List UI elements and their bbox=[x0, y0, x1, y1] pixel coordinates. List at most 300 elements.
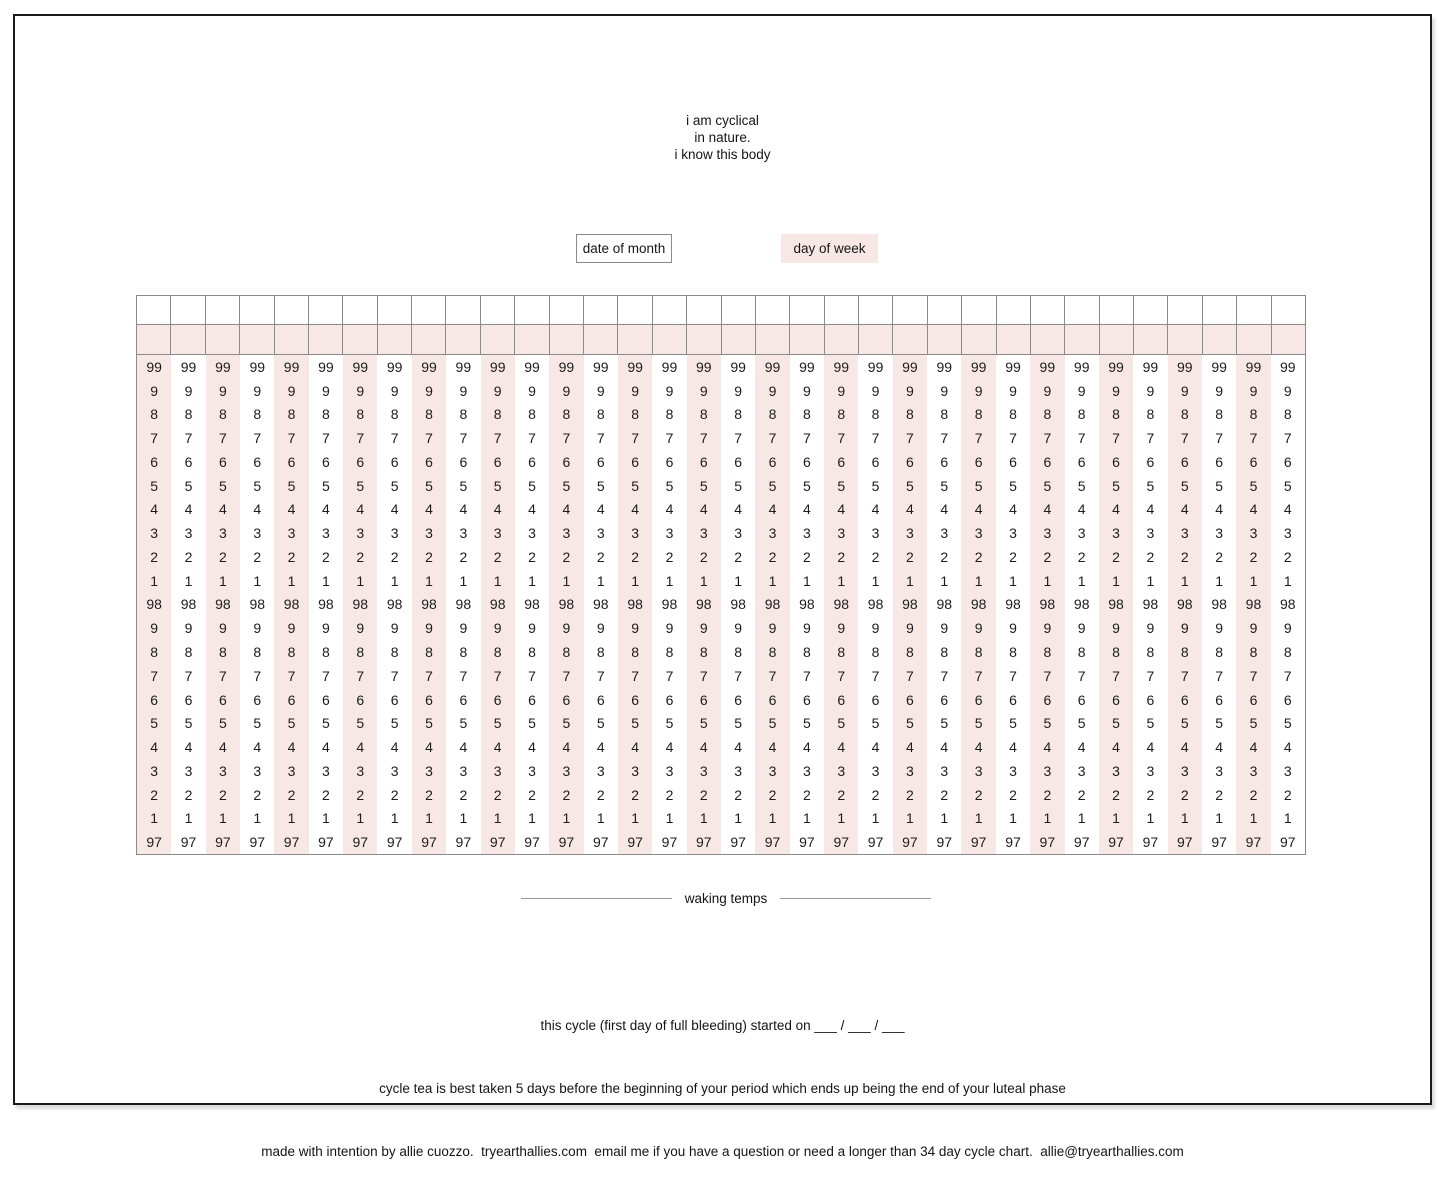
temp-scale-value: 98 bbox=[1142, 596, 1159, 613]
temp-columns bbox=[136, 355, 1306, 855]
temp-scale-value: 3 bbox=[1077, 525, 1086, 542]
date-cell bbox=[790, 296, 824, 325]
temp-scale-value: 8 bbox=[218, 406, 227, 423]
footer bbox=[15, 973, 1430, 1204]
temp-scale-value: 6 bbox=[665, 691, 674, 708]
temp-scale-value: 99 bbox=[352, 358, 369, 375]
temp-scale-value: 6 bbox=[1146, 453, 1155, 470]
temp-scale-value: 1 bbox=[596, 810, 605, 827]
temp-scale-value: 5 bbox=[150, 477, 159, 494]
temp-scale-value: 7 bbox=[596, 667, 605, 684]
temp-scale-value: 5 bbox=[734, 477, 743, 494]
temp-scale-value: 97 bbox=[1039, 834, 1056, 851]
temp-scale-value: 9 bbox=[1249, 620, 1258, 637]
temp-scale-value: 6 bbox=[596, 691, 605, 708]
temp-scale-value: 2 bbox=[1180, 548, 1189, 565]
temp-scale-value: 99 bbox=[455, 358, 472, 375]
temp-scale-value: 8 bbox=[871, 406, 880, 423]
temp-scale-value: 4 bbox=[1043, 501, 1052, 518]
temp-scale-value: 7 bbox=[390, 430, 399, 447]
temp-scale-value: 8 bbox=[734, 644, 743, 661]
temp-scale-value: 3 bbox=[459, 762, 468, 779]
temp-column bbox=[1030, 355, 1064, 854]
temp-scale-value: 7 bbox=[1180, 667, 1189, 684]
temp-scale-value: 7 bbox=[871, 667, 880, 684]
temp-scale-value: 3 bbox=[390, 762, 399, 779]
temp-scale-value: 4 bbox=[218, 501, 227, 518]
day-cell bbox=[1134, 325, 1168, 355]
temp-scale-value: 3 bbox=[322, 525, 330, 542]
temp-scale-value: 6 bbox=[528, 453, 536, 470]
temp-scale-value: 97 bbox=[455, 834, 472, 851]
temp-scale-value: 97 bbox=[215, 834, 231, 851]
date-cell bbox=[928, 296, 962, 325]
temp-scale-value: 6 bbox=[1112, 691, 1120, 708]
temp-scale-value: 5 bbox=[390, 477, 399, 494]
temp-scale-value: 5 bbox=[493, 477, 502, 494]
temp-scale-value: 7 bbox=[184, 667, 193, 684]
temp-scale-value: 3 bbox=[699, 762, 708, 779]
temp-scale-value: 8 bbox=[356, 644, 365, 661]
temp-scale-value: 2 bbox=[287, 786, 296, 803]
temp-scale-value: 3 bbox=[528, 525, 536, 542]
temp-scale-value: 3 bbox=[425, 525, 433, 542]
temp-scale-value: 3 bbox=[1009, 762, 1017, 779]
temp-scale-value: 2 bbox=[1009, 548, 1017, 565]
temp-scale-value: 1 bbox=[1215, 810, 1223, 827]
temp-scale-value: 1 bbox=[1112, 572, 1120, 589]
temp-scale-value: 99 bbox=[764, 358, 781, 375]
temp-scale-value: 4 bbox=[1215, 501, 1223, 518]
temp-scale-value: 2 bbox=[1283, 786, 1292, 803]
temp-scale-value: 98 bbox=[1005, 596, 1021, 613]
temp-scale-value: 1 bbox=[699, 572, 708, 589]
temp-scale-value: 97 bbox=[1176, 834, 1193, 851]
temp-scale-value: 99 bbox=[1142, 358, 1159, 375]
temp-scale-value: 9 bbox=[1249, 382, 1258, 399]
temp-scale-value: 5 bbox=[1077, 477, 1086, 494]
date-cell bbox=[584, 296, 618, 325]
temp-scale-value: 4 bbox=[734, 739, 743, 756]
temp-scale-value: 97 bbox=[1005, 834, 1021, 851]
temp-scale-value: 5 bbox=[322, 477, 330, 494]
temp-scale-value: 8 bbox=[184, 644, 193, 661]
temp-scale-value: 5 bbox=[665, 715, 674, 732]
day-cell bbox=[309, 325, 343, 355]
temp-scale-value: 9 bbox=[150, 620, 159, 637]
temp-scale-value: 9 bbox=[837, 382, 846, 399]
temp-scale-value: 99 bbox=[249, 358, 266, 375]
temp-scale-value: 3 bbox=[871, 762, 880, 779]
temp-scale-value: 9 bbox=[906, 620, 914, 637]
temp-column bbox=[1271, 355, 1305, 854]
temp-scale-value: 7 bbox=[906, 430, 914, 447]
temp-scale-value: 7 bbox=[871, 430, 880, 447]
temp-scale-value: 1 bbox=[150, 810, 159, 827]
temp-scale-value: 3 bbox=[665, 762, 674, 779]
temp-scale-value: 1 bbox=[356, 572, 365, 589]
temp-column bbox=[721, 355, 755, 854]
temp-scale-value: 2 bbox=[665, 548, 674, 565]
quote-line-3: i know this body bbox=[674, 147, 771, 162]
temp-scale-value: 4 bbox=[665, 739, 674, 756]
temp-scale-value: 8 bbox=[425, 406, 433, 423]
temp-scale-value: 97 bbox=[249, 834, 266, 851]
temp-scale-value: 6 bbox=[150, 453, 159, 470]
temp-scale-value: 8 bbox=[974, 406, 983, 423]
temp-scale-value: 4 bbox=[253, 501, 262, 518]
temp-scale-value: 6 bbox=[184, 453, 193, 470]
temp-scale-value: 5 bbox=[871, 715, 880, 732]
temp-scale-value: 7 bbox=[1146, 667, 1155, 684]
temp-scale-value: 5 bbox=[802, 477, 811, 494]
temp-scale-value: 9 bbox=[1112, 620, 1120, 637]
temp-scale-value: 98 bbox=[215, 596, 231, 613]
temp-scale-value: 2 bbox=[150, 786, 159, 803]
temp-scale-value: 6 bbox=[253, 691, 262, 708]
temp-scale-value: 9 bbox=[184, 620, 193, 637]
temp-scale-value: 8 bbox=[425, 644, 433, 661]
temp-scale-value: 9 bbox=[322, 382, 330, 399]
temp-scale-value: 1 bbox=[287, 572, 296, 589]
temp-scale-value: 9 bbox=[322, 620, 330, 637]
temp-scale-value: 3 bbox=[940, 525, 949, 542]
temp-column bbox=[274, 355, 308, 854]
temp-scale-value: 8 bbox=[734, 406, 743, 423]
temp-scale-value: 2 bbox=[218, 548, 227, 565]
temp-scale-value: 99 bbox=[799, 358, 815, 375]
temp-scale-value: 6 bbox=[837, 453, 846, 470]
temp-scale-value: 9 bbox=[974, 620, 983, 637]
day-cell bbox=[859, 325, 893, 355]
temp-scale-value: 3 bbox=[974, 762, 983, 779]
temp-scale-value: 3 bbox=[1043, 525, 1052, 542]
temp-scale-value: 1 bbox=[493, 572, 502, 589]
temp-scale-value: 4 bbox=[1146, 501, 1155, 518]
temp-scale-value: 9 bbox=[1180, 620, 1189, 637]
temp-scale-value: 6 bbox=[390, 691, 399, 708]
temp-scale-value: 3 bbox=[1077, 762, 1086, 779]
legend-day-of-week bbox=[781, 234, 878, 263]
temp-scale-value: 8 bbox=[356, 406, 365, 423]
temp-scale-value: 6 bbox=[287, 691, 296, 708]
temp-scale-value: 98 bbox=[764, 596, 781, 613]
temp-scale-value: 1 bbox=[322, 572, 330, 589]
temp-scale-value: 1 bbox=[906, 572, 914, 589]
temp-scale-value: 98 bbox=[249, 596, 266, 613]
temp-scale-value: 3 bbox=[1146, 525, 1155, 542]
temp-column bbox=[343, 355, 377, 854]
temp-scale-value: 5 bbox=[631, 477, 639, 494]
temp-scale-value: 2 bbox=[596, 786, 605, 803]
day-cell bbox=[1065, 325, 1099, 355]
temp-scale-value: 1 bbox=[1077, 572, 1086, 589]
temp-scale-value: 2 bbox=[1077, 548, 1086, 565]
temp-scale-value: 8 bbox=[699, 406, 708, 423]
day-cell bbox=[1203, 325, 1237, 355]
temp-scale-value: 5 bbox=[1043, 477, 1052, 494]
temp-scale-value: 5 bbox=[287, 477, 296, 494]
temp-scale-value: 8 bbox=[940, 406, 949, 423]
temp-scale-value: 7 bbox=[390, 667, 399, 684]
temp-scale-value: 7 bbox=[322, 430, 330, 447]
temp-scale-value: 1 bbox=[768, 572, 777, 589]
temp-scale-value: 7 bbox=[596, 430, 605, 447]
legend-day-of-week-label: day of week bbox=[793, 241, 866, 256]
temp-scale-value: 9 bbox=[871, 620, 880, 637]
temp-scale-value: 7 bbox=[253, 430, 262, 447]
temp-scale-value: 4 bbox=[871, 501, 880, 518]
temp-scale-value: 8 bbox=[768, 406, 777, 423]
temp-scale-value: 8 bbox=[1180, 644, 1189, 661]
temp-scale-value: 5 bbox=[1043, 715, 1052, 732]
temp-scale-value: 1 bbox=[768, 810, 777, 827]
temp-scale-value: 8 bbox=[1077, 644, 1086, 661]
temp-scale-value: 98 bbox=[1176, 596, 1193, 613]
footer-line-start-date: this cycle (first day of full bleeding) started on ___ / ___ / ___ bbox=[540, 1018, 905, 1033]
temp-column bbox=[893, 355, 927, 854]
temp-scale-value: 8 bbox=[322, 406, 330, 423]
temp-scale-value: 8 bbox=[1215, 406, 1223, 423]
temp-scale-value: 1 bbox=[631, 810, 639, 827]
temp-scale-value: 5 bbox=[596, 715, 605, 732]
temp-scale-value: 5 bbox=[459, 715, 468, 732]
temp-scale-value: 97 bbox=[524, 834, 540, 851]
temp-scale-value: 8 bbox=[322, 644, 330, 661]
temp-scale-value: 5 bbox=[425, 715, 433, 732]
temp-scale-value: 1 bbox=[974, 810, 983, 827]
temp-scale-value: 8 bbox=[1283, 406, 1292, 423]
temp-scale-value: 9 bbox=[562, 620, 571, 637]
temp-scale-value: 8 bbox=[1215, 644, 1223, 661]
temp-scale-value: 7 bbox=[1043, 430, 1052, 447]
temp-scale-value: 6 bbox=[493, 691, 502, 708]
temp-scale-value: 8 bbox=[768, 644, 777, 661]
temp-column bbox=[412, 355, 446, 854]
temp-scale-value: 2 bbox=[802, 786, 811, 803]
date-cell bbox=[378, 296, 412, 325]
temp-scale-value: 7 bbox=[459, 430, 468, 447]
temp-scale-value: 7 bbox=[665, 667, 674, 684]
temp-scale-value: 5 bbox=[906, 477, 914, 494]
day-cell bbox=[756, 325, 790, 355]
temp-column bbox=[652, 355, 686, 854]
day-cell bbox=[1168, 325, 1202, 355]
temp-scale-value: 7 bbox=[699, 667, 708, 684]
temp-scale-value: 4 bbox=[940, 501, 949, 518]
temp-column bbox=[687, 355, 721, 854]
temp-scale-value: 3 bbox=[184, 525, 193, 542]
temp-scale-value: 3 bbox=[837, 525, 846, 542]
temp-scale-value: 9 bbox=[1180, 382, 1189, 399]
temp-scale-value: 1 bbox=[1146, 810, 1155, 827]
temp-scale-value: 6 bbox=[871, 453, 880, 470]
temp-scale-value: 6 bbox=[1043, 691, 1052, 708]
temp-scale-value: 3 bbox=[768, 525, 777, 542]
temp-scale-value: 4 bbox=[562, 739, 571, 756]
temp-scale-value: 97 bbox=[730, 834, 746, 851]
temp-scale-value: 9 bbox=[665, 620, 674, 637]
temp-scale-value: 8 bbox=[1146, 406, 1155, 423]
temp-scale-value: 7 bbox=[287, 430, 296, 447]
divider-line-left bbox=[521, 898, 672, 899]
temp-scale-value: 2 bbox=[184, 548, 193, 565]
temp-scale-value: 97 bbox=[867, 834, 884, 851]
temp-scale-value: 8 bbox=[906, 406, 914, 423]
temp-scale-value: 8 bbox=[528, 406, 536, 423]
temp-scale-value: 1 bbox=[562, 810, 571, 827]
temp-scale-value: 9 bbox=[596, 382, 605, 399]
temp-scale-value: 9 bbox=[1009, 620, 1017, 637]
temp-scale-value: 2 bbox=[150, 548, 159, 565]
temp-scale-value: 6 bbox=[665, 453, 674, 470]
temp-column bbox=[755, 355, 789, 854]
temp-scale-value: 2 bbox=[1249, 548, 1258, 565]
temp-scale-value: 4 bbox=[665, 501, 674, 518]
temp-scale-value: 9 bbox=[734, 382, 743, 399]
temp-scale-value: 3 bbox=[1249, 525, 1258, 542]
temp-scale-value: 4 bbox=[459, 501, 468, 518]
date-cell bbox=[893, 296, 927, 325]
temp-scale-value: 7 bbox=[802, 667, 811, 684]
temp-scale-value: 2 bbox=[1112, 786, 1120, 803]
temp-scale-value: 2 bbox=[356, 548, 365, 565]
temp-scale-value: 98 bbox=[318, 596, 334, 613]
temp-scale-value: 1 bbox=[837, 810, 846, 827]
temp-scale-value: 8 bbox=[631, 406, 639, 423]
quote bbox=[15, 112, 1430, 163]
date-cell bbox=[481, 296, 515, 325]
temp-scale-value: 4 bbox=[322, 501, 330, 518]
temp-scale-value: 5 bbox=[1249, 715, 1258, 732]
temp-scale-value: 1 bbox=[253, 572, 262, 589]
legend-date-of-month bbox=[576, 234, 672, 263]
temp-scale-value: 8 bbox=[837, 644, 846, 661]
temp-column bbox=[240, 355, 274, 854]
temp-column bbox=[309, 355, 343, 854]
temp-column bbox=[618, 355, 652, 854]
temp-scale-value: 7 bbox=[940, 667, 949, 684]
day-cell bbox=[928, 325, 962, 355]
temp-scale-value: 6 bbox=[1112, 453, 1120, 470]
temp-scale-value: 5 bbox=[596, 477, 605, 494]
temp-column bbox=[790, 355, 824, 854]
temp-scale-value: 6 bbox=[562, 691, 571, 708]
temp-scale-value: 6 bbox=[734, 691, 743, 708]
temp-scale-value: 8 bbox=[665, 406, 674, 423]
temp-scale-value: 98 bbox=[455, 596, 472, 613]
temp-scale-value: 7 bbox=[150, 667, 159, 684]
temp-scale-value: 5 bbox=[528, 477, 536, 494]
temp-scale-value: 1 bbox=[425, 572, 433, 589]
temp-scale-value: 9 bbox=[459, 382, 468, 399]
temp-scale-value: 99 bbox=[696, 358, 712, 375]
temp-scale-value: 6 bbox=[150, 691, 159, 708]
temp-scale-value: 9 bbox=[1043, 620, 1052, 637]
temp-scale-value: 97 bbox=[936, 834, 953, 851]
temp-scale-value: 7 bbox=[1215, 667, 1223, 684]
temp-column bbox=[927, 355, 961, 854]
temp-scale-value: 99 bbox=[867, 358, 884, 375]
temp-scale-value: 6 bbox=[699, 453, 708, 470]
temp-scale-value: 6 bbox=[1249, 453, 1258, 470]
temp-scale-value: 8 bbox=[1249, 406, 1258, 423]
temp-scale-value: 8 bbox=[1009, 644, 1017, 661]
temp-scale-value: 3 bbox=[837, 762, 846, 779]
temp-scale-value: 7 bbox=[425, 667, 433, 684]
temp-scale-value: 5 bbox=[1180, 715, 1189, 732]
temp-scale-value: 7 bbox=[218, 430, 227, 447]
temp-scale-value: 3 bbox=[150, 762, 159, 779]
temp-scale-value: 3 bbox=[1112, 762, 1120, 779]
temp-scale-value: 7 bbox=[528, 667, 536, 684]
temp-scale-value: 1 bbox=[871, 810, 880, 827]
temp-scale-value: 9 bbox=[218, 620, 227, 637]
temp-scale-value: 8 bbox=[184, 406, 193, 423]
temp-scale-value: 5 bbox=[322, 715, 330, 732]
temp-scale-value: 2 bbox=[699, 548, 708, 565]
temp-scale-value: 97 bbox=[558, 834, 575, 851]
temp-scale-value: 6 bbox=[1249, 691, 1258, 708]
temp-scale-value: 2 bbox=[459, 786, 468, 803]
temp-scale-value: 9 bbox=[425, 620, 433, 637]
date-cell bbox=[309, 296, 343, 325]
temp-scale-value: 4 bbox=[1249, 739, 1258, 756]
temp-column bbox=[1236, 355, 1270, 854]
temp-scale-value: 4 bbox=[390, 501, 399, 518]
temp-scale-value: 9 bbox=[974, 382, 983, 399]
temp-scale-value: 8 bbox=[1283, 644, 1292, 661]
temp-scale-value: 5 bbox=[253, 715, 262, 732]
day-cell bbox=[446, 325, 480, 355]
temp-scale-value: 7 bbox=[356, 430, 365, 447]
temp-scale-value: 8 bbox=[287, 406, 296, 423]
temp-scale-value: 8 bbox=[390, 644, 399, 661]
temp-scale-value: 2 bbox=[768, 786, 777, 803]
temp-scale-value: 5 bbox=[1283, 715, 1292, 732]
temp-scale-value: 4 bbox=[287, 739, 296, 756]
temp-scale-value: 3 bbox=[459, 525, 468, 542]
temp-scale-value: 9 bbox=[1146, 382, 1155, 399]
temp-scale-value: 99 bbox=[1073, 358, 1090, 375]
temp-scale-value: 1 bbox=[493, 810, 502, 827]
temp-scale-value: 98 bbox=[627, 596, 643, 613]
temp-scale-value: 5 bbox=[699, 477, 708, 494]
date-cell bbox=[997, 296, 1031, 325]
temp-scale-value: 5 bbox=[940, 477, 949, 494]
temp-scale-value: 8 bbox=[596, 406, 605, 423]
temp-scale-value: 8 bbox=[974, 644, 983, 661]
date-cell bbox=[1100, 296, 1134, 325]
temp-scale-value: 4 bbox=[562, 501, 571, 518]
temp-scale-value: 9 bbox=[940, 382, 949, 399]
temp-scale-value: 1 bbox=[562, 572, 571, 589]
temp-scale-value: 3 bbox=[906, 762, 914, 779]
divider-line-right bbox=[780, 898, 931, 899]
temp-scale-value: 5 bbox=[1112, 477, 1120, 494]
temp-scale-value: 9 bbox=[768, 620, 777, 637]
temp-scale-value: 5 bbox=[287, 715, 296, 732]
temp-scale-value: 4 bbox=[802, 501, 811, 518]
temp-scale-value: 2 bbox=[631, 548, 639, 565]
date-cell bbox=[343, 296, 377, 325]
temp-scale-value: 7 bbox=[974, 430, 983, 447]
temp-scale-value: 99 bbox=[386, 358, 403, 375]
temp-scale-value: 1 bbox=[1112, 810, 1120, 827]
temp-scale-value: 2 bbox=[459, 548, 468, 565]
temp-scale-value: 99 bbox=[1245, 358, 1262, 375]
temp-scale-value: 97 bbox=[352, 834, 369, 851]
